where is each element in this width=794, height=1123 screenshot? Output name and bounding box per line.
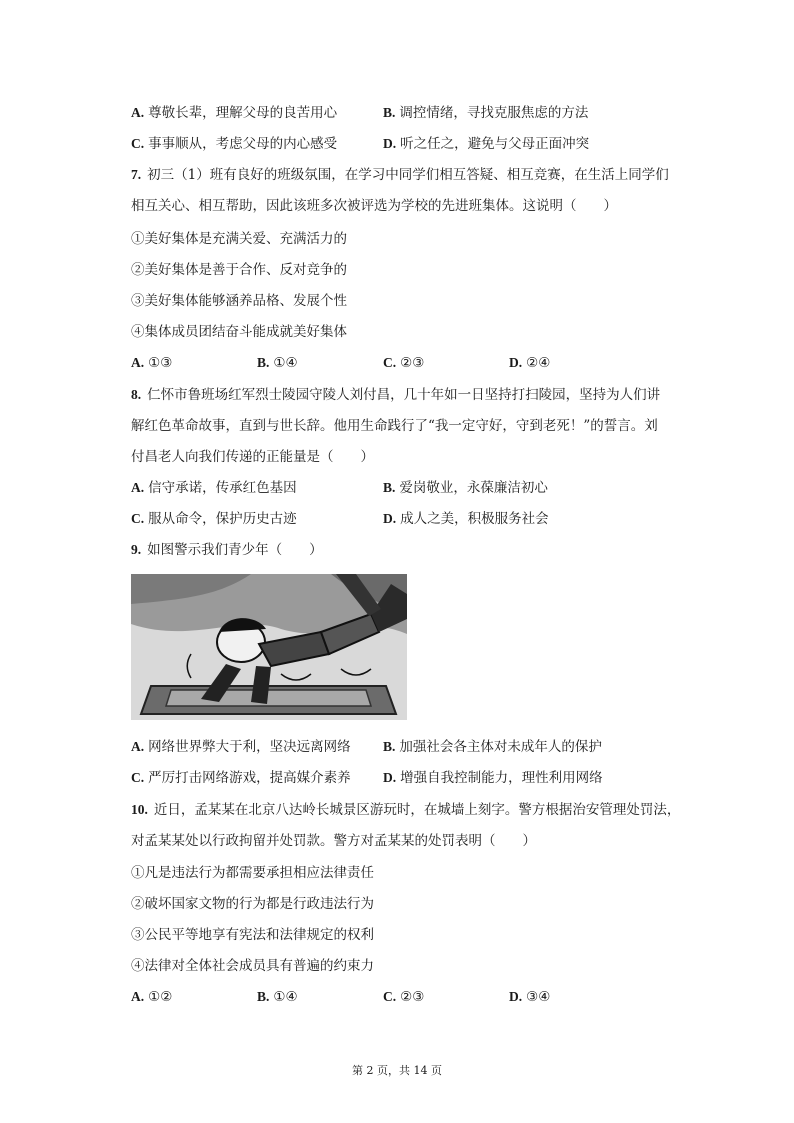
q8-stem-line1 — [131, 386, 660, 404]
q7-statement-3: ③美好集体能够涵养品格、发展个性 — [131, 293, 347, 309]
option-text: 调控情绪，寻找克服焦虑的方法 — [399, 105, 589, 121]
q10-stem-line1 — [131, 801, 680, 819]
option-text: 听之任之，避免与父母正面冲突 — [400, 136, 590, 152]
q8-option-c[interactable] — [131, 510, 297, 528]
q9-option-d[interactable] — [383, 769, 603, 787]
option-text: 信守承诺，传承红色基因 — [148, 480, 297, 496]
q8-option-d[interactable] — [383, 510, 549, 528]
stem-text: 初三（1）班有良好的班级氛围，在学习中同学们相互答疑、相互竞赛，在生活上同学们 — [147, 167, 669, 183]
option-text: ①③ — [148, 355, 173, 371]
q6-option-c[interactable] — [131, 135, 337, 153]
option-label: A. — [131, 105, 145, 120]
q10-statement-2: ②破坏国家文物的行为都是行政违法行为 — [131, 896, 374, 912]
q8-stem-line2: 解红色革命故事，直到与世长辞。他用生命践行了“我一定守好，守到老死！”的誓言。刘 — [131, 418, 658, 434]
q9-option-a[interactable] — [131, 738, 351, 756]
option-text: 网络世界弊大于利，坚决远离网络 — [148, 739, 351, 755]
option-label: B. — [383, 480, 396, 495]
q7-option-a[interactable] — [131, 354, 172, 372]
q10-option-a[interactable] — [131, 988, 172, 1006]
q7-statement-2: ②美好集体是善于合作、反对竞争的 — [131, 262, 347, 278]
option-label: D. — [383, 136, 397, 151]
option-text: ②④ — [526, 355, 551, 371]
q7-statement-1: ①美好集体是充满关爱、充满活力的 — [131, 231, 347, 247]
q10-statement-1: ①凡是违法行为都需要承担相应法律责任 — [131, 865, 374, 881]
option-label: C. — [131, 770, 145, 785]
option-text: 服从命令，保护历史古迹 — [148, 511, 297, 527]
option-text: 严厉打击网络游戏，提高媒介素养 — [148, 770, 351, 786]
stem-text: 如图警示我们青少年（ ） — [147, 542, 323, 558]
option-label: C. — [131, 511, 145, 526]
option-text: 成人之美，积极服务社会 — [400, 511, 549, 527]
q7-option-d[interactable] — [509, 354, 550, 372]
option-text: ①④ — [273, 355, 298, 371]
q9-option-c[interactable] — [131, 769, 351, 787]
option-text: ①④ — [273, 989, 298, 1005]
q7-statement-4: ④集体成员团结奋斗能成就美好集体 — [131, 324, 347, 340]
q7-stem-line1 — [131, 166, 669, 184]
question-number: 9. — [131, 542, 142, 557]
question-number: 7. — [131, 167, 142, 182]
option-label: C. — [383, 355, 397, 370]
q7-option-c[interactable] — [383, 354, 424, 372]
option-text: 加强社会各主体对未成年人的保护 — [399, 739, 602, 755]
q9-cartoon-image — [131, 574, 407, 720]
q10-option-d[interactable] — [509, 988, 550, 1006]
q10-option-c[interactable] — [383, 988, 424, 1006]
option-label: B. — [383, 105, 396, 120]
q10-statement-4: ④法律对全体社会成员具有普遍的约束力 — [131, 958, 374, 974]
q6-option-d[interactable] — [383, 135, 589, 153]
option-label: A. — [131, 989, 145, 1004]
q7-stem-line2: 相互关心、相互帮助，因此该班多次被评选为学校的先进班集体。这说明（ ） — [131, 198, 617, 214]
option-label: D. — [509, 355, 523, 370]
option-text: 爱岗敬业，永葆廉洁初心 — [399, 480, 548, 496]
q8-stem-line3: 付昌老人向我们传递的正能量是（ ） — [131, 449, 374, 465]
question-number: 8. — [131, 387, 142, 402]
question-number: 10. — [131, 802, 148, 817]
option-text: 事事顺从，考虑父母的内心感受 — [148, 136, 338, 152]
option-label: B. — [257, 355, 270, 370]
q9-stem-line1 — [131, 541, 323, 559]
q10-statement-3: ③公民平等地享有宪法和法律规定的权利 — [131, 927, 374, 943]
q6-option-a[interactable] — [131, 104, 337, 122]
option-text: ①② — [148, 989, 173, 1005]
page-footer: 第 2 页，共 14 页 — [352, 1064, 442, 1077]
q10-stem-line2: 对孟某某处以行政拘留并处罚款。警方对孟某某的处罚表明（ ） — [131, 833, 536, 849]
option-label: C. — [383, 989, 397, 1004]
option-text: ②③ — [400, 989, 425, 1005]
q6-option-b[interactable] — [383, 104, 588, 122]
option-text: ②③ — [400, 355, 425, 371]
q9-option-b[interactable] — [383, 738, 602, 756]
option-label: C. — [131, 136, 145, 151]
stem-text: 仁怀市鲁班场红军烈士陵园守陵人刘付昌，几十年如一日坚持打扫陵园，坚持为人们讲 — [147, 387, 661, 403]
option-text: 增强自我控制能力，理性利用网络 — [400, 770, 603, 786]
option-label: A. — [131, 480, 145, 495]
option-label: D. — [383, 770, 397, 785]
stem-text: 近日，孟某某在北京八达岭长城景区游玩时，在城墙上刻字。警方根据治安管理处罚法， — [153, 802, 681, 818]
option-label: B. — [257, 989, 270, 1004]
q10-option-b[interactable] — [257, 988, 298, 1006]
option-text: ③④ — [526, 989, 551, 1005]
option-label: A. — [131, 739, 145, 754]
q8-option-b[interactable] — [383, 479, 548, 497]
option-label: A. — [131, 355, 145, 370]
q8-option-a[interactable] — [131, 479, 297, 497]
q7-option-b[interactable] — [257, 354, 298, 372]
option-label: B. — [383, 739, 396, 754]
option-label: D. — [383, 511, 397, 526]
option-label: D. — [509, 989, 523, 1004]
option-text: 尊敬长辈，理解父母的良苦用心 — [148, 105, 338, 121]
